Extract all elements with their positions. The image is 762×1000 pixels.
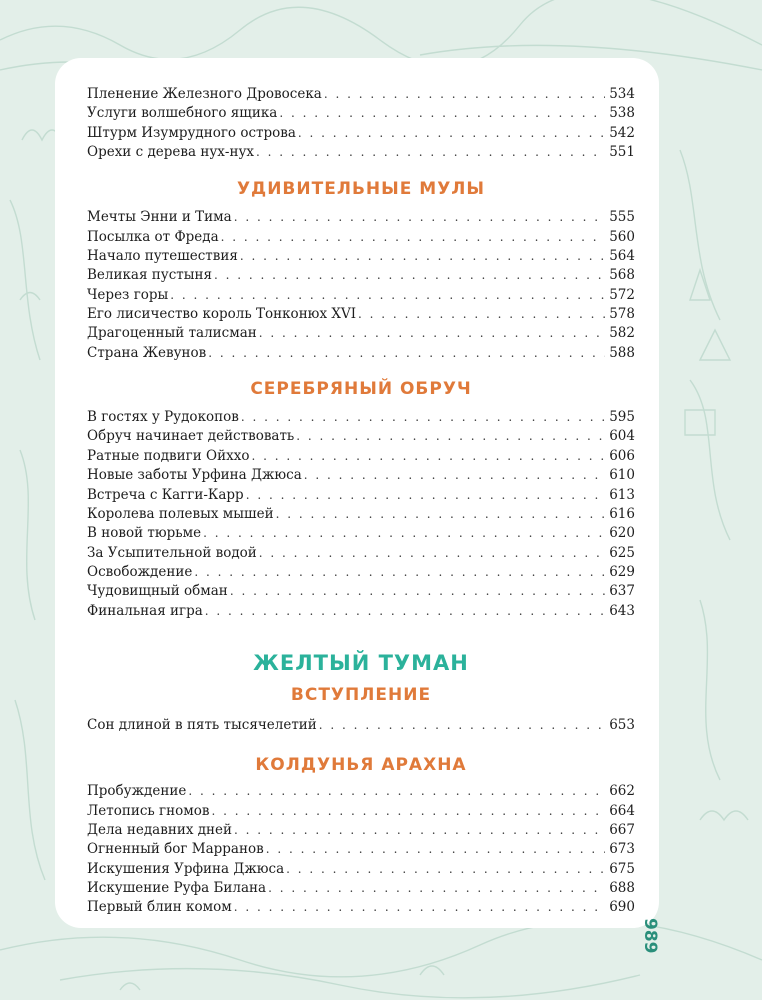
toc-entry[interactable] [87,861,635,880]
entry-page-number: 568 [609,267,635,284]
entry-page-number: 673 [609,841,635,858]
toc-entry[interactable] [87,467,635,486]
dot-leader [304,468,605,482]
entry-page-number: 555 [609,209,635,226]
toc-entry[interactable] [87,525,635,544]
entry-page-number: 690 [609,899,635,916]
entry-title: Великая пустыня [87,267,213,284]
entry-page-number: 578 [609,306,635,323]
toc-entry[interactable] [87,448,635,467]
toc-entry[interactable] [87,899,635,918]
entry-page-number: 629 [609,563,635,580]
entry-title: Услуги волшебного ящика [87,105,278,122]
dot-leader [251,449,605,463]
entry-title: Новые заботы Урфина Джюса [87,467,302,484]
entry-title: В гостях у Рудокопов [87,409,239,426]
toc-entry[interactable] [87,86,635,105]
entry-page-number: 625 [609,544,635,561]
table-of-contents [87,86,635,919]
dot-leader [214,268,605,282]
dot-leader [256,145,605,159]
entry-title: Искушения Урфина Джюса [87,860,285,877]
toc-entry[interactable] [87,325,635,344]
dot-leader [286,862,605,876]
toc-entry[interactable] [87,306,635,325]
toc-entry[interactable] [87,545,635,564]
dot-leader [324,87,605,101]
toc-entry[interactable] [87,822,635,841]
entry-title: Страна Жевунов [87,344,207,361]
section-hoop [87,377,635,622]
entry-page-number: 542 [609,124,635,141]
entry-title: Встреча с Кагги-Карр [87,486,244,503]
dot-leader [211,804,605,818]
toc-entry[interactable] [87,783,635,802]
part-heading-fog: ЖЕЛТЫЙ ТУМАН [253,650,469,675]
dot-leader [276,507,606,521]
dot-leader [208,346,605,360]
toc-entry[interactable] [87,583,635,602]
entry-title: Первый блин комом [87,899,232,916]
dot-leader [279,106,605,120]
toc-entry[interactable] [87,564,635,583]
entry-title: Огненный бог Марранов [87,841,264,858]
dot-leader [234,823,605,837]
arachna-entries [87,783,635,918]
toc-entry[interactable] [87,880,635,899]
entry-title: Летопись гномов [87,802,210,819]
entry-title: Мечты Энни и Тима [87,209,232,226]
dot-leader [240,249,605,263]
entry-title: Сон длиной в пять тысячелетий [87,716,317,733]
entry-title: Орехи с дерева нух-нух [87,144,254,161]
entry-title: Его лисичество король Тонконюх XVI [87,306,357,323]
toc-entry[interactable] [87,125,635,144]
dot-leader [259,326,605,340]
dot-leader [194,565,605,579]
toc-entry[interactable] [87,248,635,267]
entry-title: Пробуждение [87,783,187,800]
entry-title: Пленение Железного Дровосека [87,86,322,102]
entry-page-number: 604 [609,428,635,445]
toc-entry[interactable] [87,144,635,163]
dot-leader [296,429,605,443]
section-heading-mules: УДИВИТЕЛЬНЫЕ МУЛЫ [236,179,486,200]
entry-title: Штурм Изумрудного острова [87,124,296,141]
toc-entry[interactable] [87,428,635,447]
dot-leader [205,604,605,618]
entry-title: Дела недавних дней [87,821,233,838]
entry-page-number: 662 [609,783,635,800]
dot-leader [221,230,606,244]
toc-entry[interactable] [87,105,635,124]
entry-page-number: 610 [609,467,635,484]
entry-page-number: 534 [609,86,635,102]
hoop-entries [87,409,635,622]
entry-title: Искушение Руфа Билана [87,879,267,896]
entry-page-number: 606 [609,447,635,464]
dot-leader [259,546,605,560]
section-arachna [87,753,635,918]
entry-page-number: 675 [609,860,635,877]
entry-page-number: 616 [609,505,635,522]
dot-leader [241,410,605,424]
intro-entries [87,86,635,163]
dot-leader [358,307,605,321]
entry-title: Освобождение [87,563,193,580]
entry-page-number: 637 [609,583,635,600]
entry-page-number: 653 [609,716,635,733]
entry-title: Ратные подвиги Ойххо [87,447,250,464]
entry-page-number: 613 [609,486,635,503]
toc-entry[interactable] [87,267,635,286]
entry-title: В новой тюрьме [87,525,202,542]
entry-page-number: 560 [609,228,635,245]
entry-page-number: 588 [609,344,635,361]
entry-page-number: 688 [609,879,635,896]
page-number: 989 [640,918,660,954]
toc-entry[interactable] [87,841,635,860]
entry-page-number: 667 [609,821,635,838]
toc-entry[interactable] [87,506,635,525]
entry-page-number: 572 [609,286,635,303]
dot-leader [188,784,605,798]
dot-leader [319,718,605,732]
toc-entry[interactable] [87,287,635,306]
section-intro [87,683,635,736]
entry-page-number: 538 [609,105,635,122]
entry-page-number: 643 [609,602,635,619]
dot-leader [268,881,605,895]
entry-page-number: 582 [609,325,635,342]
entry-page-number: 551 [609,144,635,161]
dot-leader [246,488,606,502]
entry-title: Обруч начинает действовать [87,428,295,445]
toc-entry[interactable] [87,717,635,736]
toc-entry[interactable] [87,603,635,622]
entry-page-number: 620 [609,525,635,542]
intro-section-entries [87,717,635,736]
section-heading-intro: ВСТУПЛЕНИЕ [290,684,432,705]
entry-title: Чудовищный обман [87,583,228,600]
toc-entry[interactable] [87,409,635,428]
entry-page-number: 664 [609,802,635,819]
dot-leader [298,126,605,140]
section-heading-hoop: СЕРЕБРЯНЫЙ ОБРУЧ [250,379,472,400]
dot-leader [234,210,606,224]
entry-title: За Усыпительной водой [87,544,257,561]
toc-entry[interactable] [87,803,635,822]
entry-title: Через горы [87,286,169,303]
dot-leader [203,526,605,540]
entry-page-number: 564 [609,248,635,265]
entry-title: Начало путешествия [87,248,238,265]
toc-entry[interactable] [87,345,635,364]
dot-leader [230,584,605,598]
toc-entry[interactable] [87,487,635,506]
section-heading-arachna: КОЛДУНЬЯ АРАХНА [255,755,467,776]
entry-title: Посылка от Фреда [87,228,219,245]
entry-page-number: 595 [609,409,635,426]
entry-title: Королева полевых мышей [87,505,274,522]
toc-entry[interactable] [87,229,635,248]
toc-entry[interactable] [87,209,635,228]
dot-leader [170,288,605,302]
dot-leader [266,842,606,856]
dot-leader [234,900,605,914]
entry-title: Финальная игра [87,602,203,619]
entry-title: Драгоценный талисман [87,325,257,342]
mules-entries [87,209,635,364]
section-mules [87,177,635,364]
